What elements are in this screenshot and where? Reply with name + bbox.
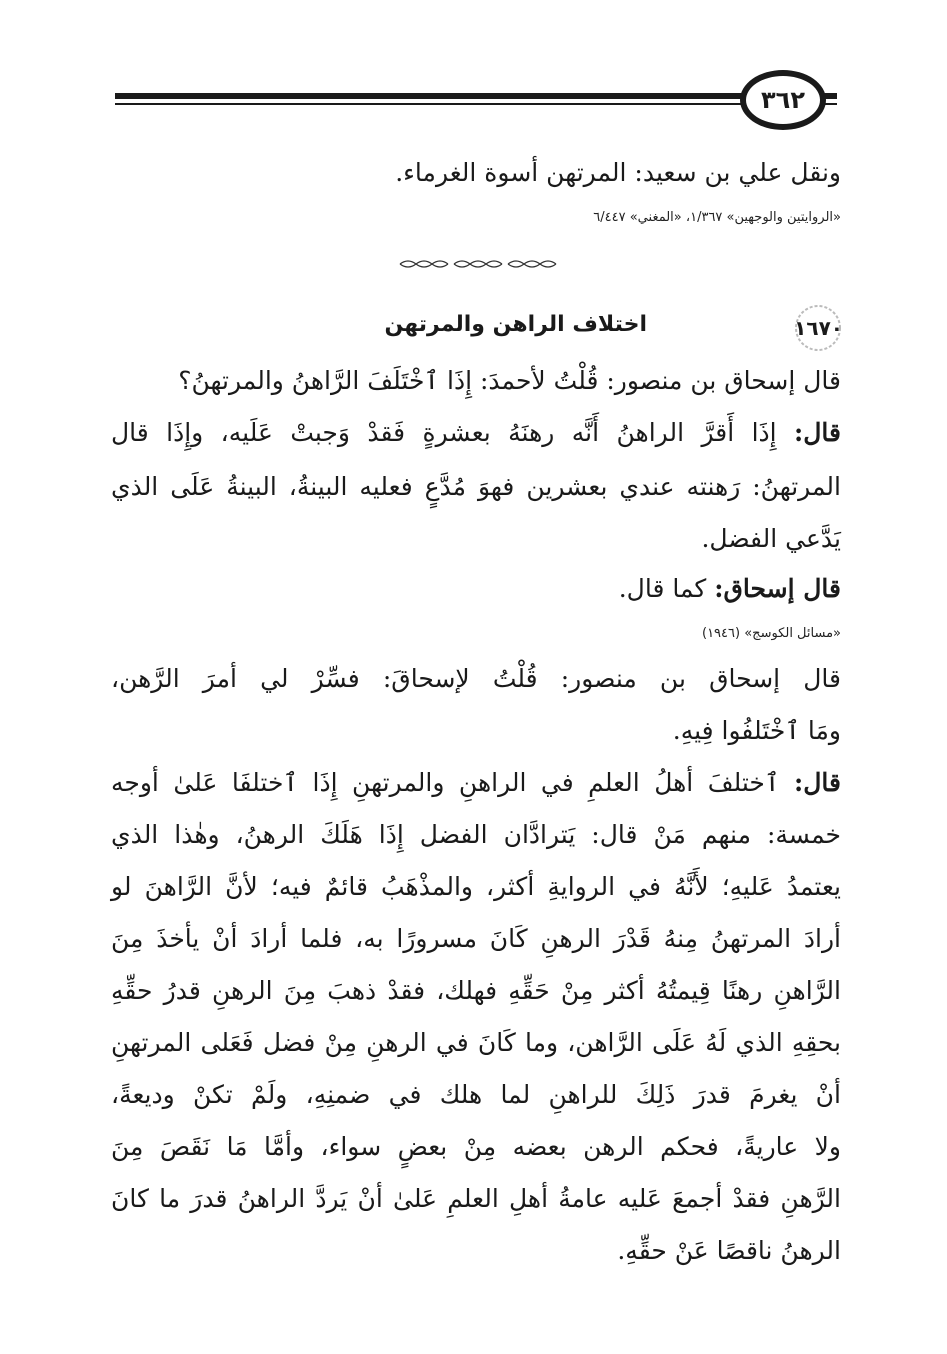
section1-answer-line-3: يَدَّعي الفضل. [701, 524, 841, 553]
answer-text: إِذَا أَقرَّ الراهنُ أَنَّه رهنَهُ بعشرةٍ فَقدْ وَجبتْ عَلَيه، وإِذَا قال [111, 418, 777, 447]
answer-text: ٱختلفَ أهلُ العلمِ في الراهنِ والمرتهنِ إِذَا ٱختلفَا عَلىٰ أوجه [111, 768, 780, 797]
section2-line-9: الرَّهنِ فقدْ أجمعَ عَليه عامةُ أهلِ العلمِ عَلىٰ أنْ يَردَّ الراهنُ قدرَ ما كانَ [111, 1184, 841, 1213]
intro-line: ونقل علي بن سعيد: المرتهن أسوة الغرماء. [395, 158, 841, 187]
section2-question-line-1: قال إسحاق بن منصور: قُلْتُ لإسحاقَ: فسِّرْ لي أمرَ الرَّهن، [111, 664, 841, 693]
ornament-divider [398, 258, 558, 270]
intro-reference: «الروايتين والوجهين» ١/٣٦٧، «المغني» ٦/٤٤٧ [593, 210, 841, 225]
answer-label: قال: [794, 418, 841, 447]
section2-line-2: خمسة: منهم مَنْ قال: يَترادَّان الفضل إِذَا هَلَكَ الرهنُ، وهٰذا الذي [111, 820, 841, 849]
section2-line-3: يعتمدُ عَليهِ؛ لأَنَّهُ في الروايةِ أكثر، والمذْهَبُ قائمٌ فيه؛ لأنَّ الرَّاهنَ لو [111, 872, 841, 901]
section1-question: قال إسحاق بن منصور: قُلْتُ لأحمدَ: إِذَا ٱخْتَلَفَ الرَّاهنُ والمرتهنُ؟ [178, 366, 841, 395]
ishaq-text: كما قال. [618, 574, 707, 603]
section1-answer-line-1 [111, 418, 841, 447]
ishaq-label: قال إسحاق: [714, 574, 841, 603]
section2-line-5: الرَّاهنِ رهنًا قِيمتُهُ أكثر مِنْ حَقِّهِ فهلك، فقدْ ذهبَ مِنَ الرهنِ قدرُ حقِّهِ [111, 976, 841, 1005]
ishaq-answer [619, 574, 841, 603]
header-rule [115, 93, 837, 107]
entry-title: اختلاف الراهن والمرتهن [384, 312, 647, 337]
section2-line-4: أرادَ المرتهنُ مِنهُ قَدْرَ الرهنِ كَانَ مسرورًا به، فلما أرادَ أنْ يأخذَ مِنَ [111, 924, 841, 953]
header-thin-line [115, 103, 837, 105]
section1-answer-line-2: المرتهنُ: رَهنته عندي بعشرين فهوَ مُدَّعٍ فعليه البينةُ، البينةُ عَلَى الذي [111, 472, 841, 501]
section2-line-10: الرهنُ ناقصًا عَنْ حقِّهِ. [617, 1236, 841, 1265]
section1-reference: «مسائل الكوسج» (١٩٤٦) [702, 626, 841, 641]
section2-question-line-2: ومَا ٱخْتَلفُوا فِيهِ. [672, 716, 841, 745]
page-number-badge [740, 70, 826, 130]
header-thick-line [115, 93, 837, 99]
section2-line-7: أنْ يغرمَ قدرَ ذَلِكَ للراهنِ لما هلك في ضمنِهِ، ولَمْ تكنْ وديعةً، [111, 1080, 841, 1109]
section2-line-6: بحقِهِ الذي لَهُ عَلَى الرَّاهن، وما كَانَ في الرهنِ مِنْ فضل فَعَلى المرتهنِ [111, 1028, 841, 1057]
section2-line-8: ولا عاريةً، فحكم الرهن بعضه مِنْ بعضٍ سواء، وأمَّا مَا نَقَصَ مِنَ [111, 1132, 841, 1161]
section2-line-1 [111, 768, 841, 797]
entry-number: ١٦٧٠ [794, 316, 843, 340]
page-number: ٣٦٢ [761, 86, 805, 114]
answer-label: قال: [794, 768, 841, 797]
